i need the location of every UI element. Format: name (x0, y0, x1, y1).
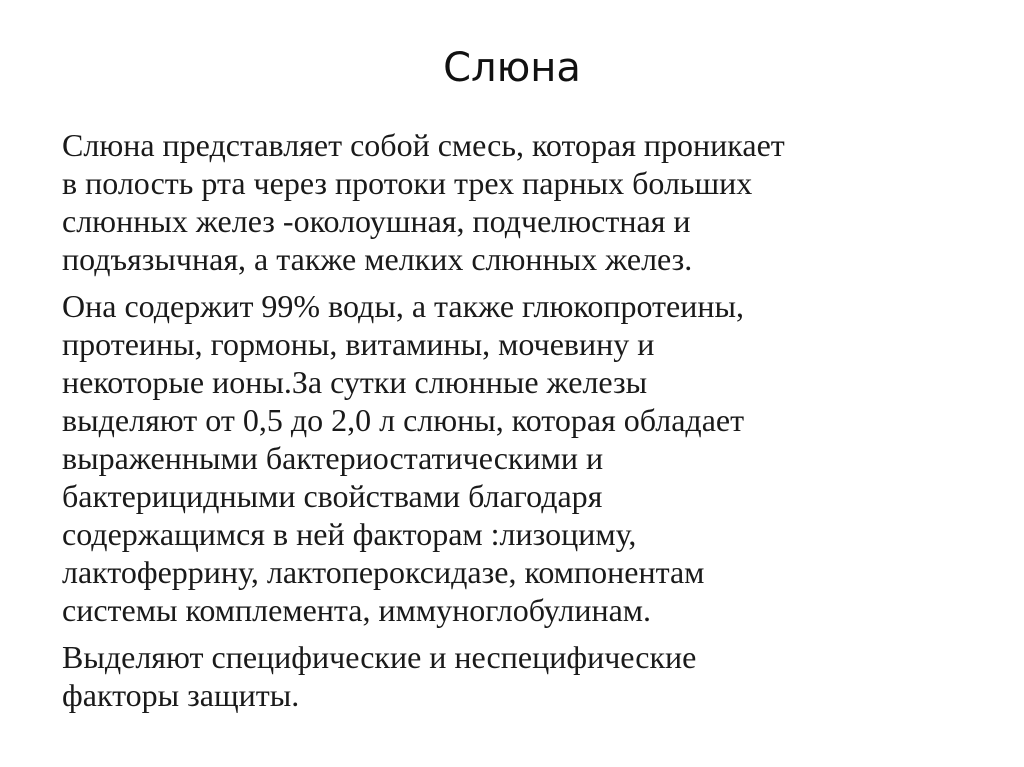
text-line: лактоферрину, лактопероксидазе, компонентам (62, 554, 705, 590)
text-line: бактерицидными свойствами благодаря (62, 478, 603, 514)
text-line: факторы защиты. (62, 677, 300, 713)
slide-body (62, 126, 1012, 723)
text-line: в полость рта через протоки трех парных больших (62, 165, 753, 201)
text-line: некоторые ионы.За сутки слюнные железы (62, 364, 648, 400)
text-line: системы комплемента, иммуноглобулинам. (62, 592, 652, 628)
text-line: содержащимся в ней факторам :лизоциму, (62, 516, 637, 552)
slide-title: Слюна (443, 45, 581, 91)
paragraph-protection-factors (62, 638, 1012, 714)
text-line: протеины, гормоны, витамины, мочевину и (62, 326, 655, 362)
text-line: выраженными бактериостатическими и (62, 440, 604, 476)
text-line: Слюна представляет собой смесь, которая проникает (62, 127, 785, 163)
text-line: подъязычная, а также мелких слюнных желез. (62, 241, 693, 277)
paragraph-saliva-definition (62, 126, 1012, 278)
text-line: слюнных желез -околоушная, подчелюстная и (62, 203, 691, 239)
paragraph-saliva-composition (62, 287, 1012, 629)
text-line: Выделяют специфические и неспецифические (62, 639, 697, 675)
text-line: выделяют от 0,5 до 2,0 л слюны, которая обладает (62, 402, 745, 438)
text-line: Она содержит 99% воды, а также глюкопротеины, (62, 288, 744, 324)
